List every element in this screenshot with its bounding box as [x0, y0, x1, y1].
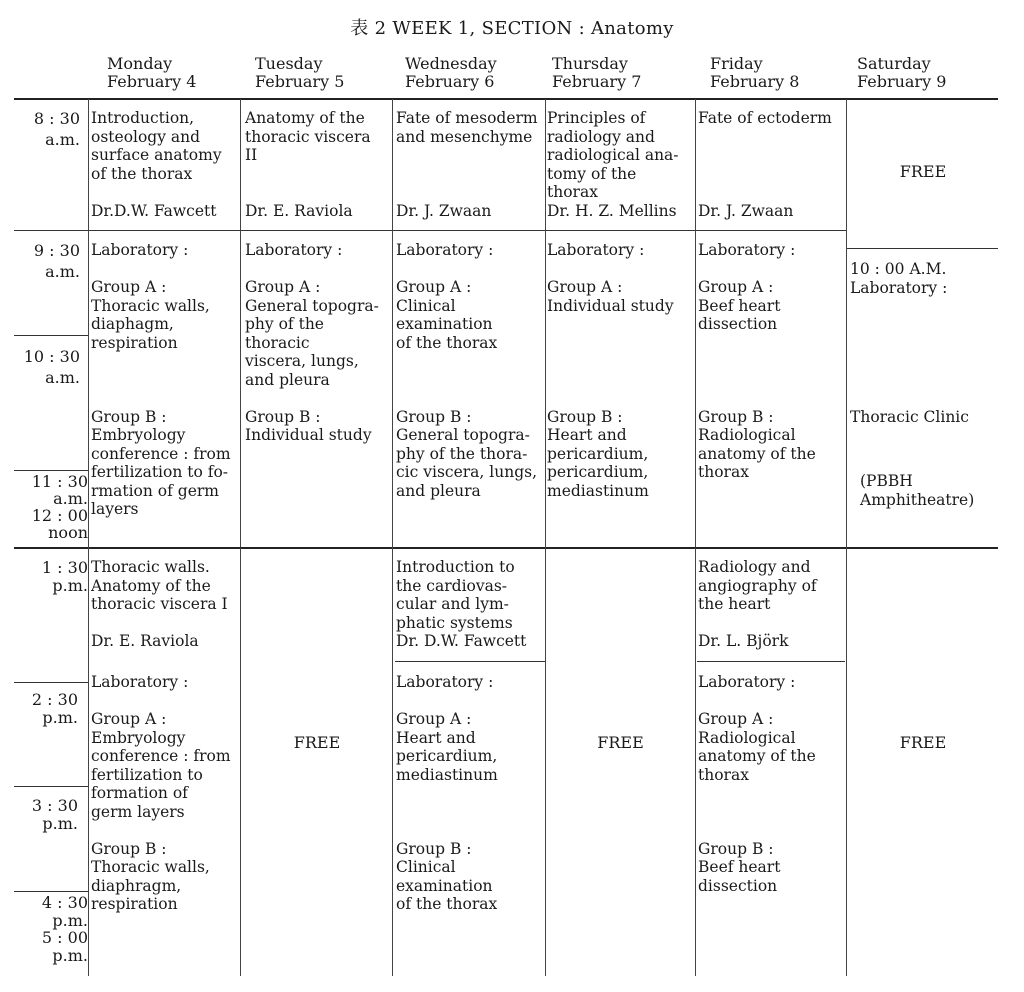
cell-mon-lab-pm: [91, 673, 231, 914]
row-rule-wed-lab: [395, 661, 545, 662]
cell-line: thorax: [698, 765, 749, 784]
cell-line: [547, 352, 674, 371]
cell-line: radiology and: [547, 127, 655, 146]
cell-line: Heart and: [547, 426, 627, 444]
cell-line: [698, 803, 816, 822]
cell-line: of the thorax: [396, 895, 498, 913]
cell-line: Thoracic Clinic: [850, 408, 969, 426]
cell-tue-lab-am: [245, 241, 379, 445]
cell-line: [91, 821, 231, 840]
free-sat-morning: FREE: [899, 162, 947, 181]
cell-line: viscera, lungs,: [245, 352, 359, 370]
cell-line: Embryology: [91, 426, 186, 444]
lecturer: Dr. J. Zwaan: [698, 201, 794, 220]
cell-line: [396, 352, 537, 371]
cell-line: examination: [396, 876, 493, 895]
cell-line: [91, 371, 231, 390]
cell-line: Group B :: [547, 407, 623, 426]
row-rule-fri-lab: [697, 661, 845, 662]
cell-line: [698, 614, 817, 633]
cell-sat-clinic: [850, 408, 969, 427]
cell-line: [91, 352, 231, 371]
cell-line: [245, 183, 371, 202]
cell-line: II: [245, 146, 258, 164]
free-sat-afternoon: FREE: [899, 733, 947, 752]
cell-line: thorax: [547, 183, 598, 201]
cell-line: [396, 821, 498, 840]
cell-line: and pleura: [396, 481, 481, 500]
cell-line: Group A :: [396, 278, 472, 296]
cell-line: [698, 165, 832, 184]
cell-line: [698, 692, 816, 711]
cell-line: Laboratory :: [91, 673, 189, 691]
cell-line: Amphitheatre): [860, 490, 975, 509]
cell-line: pericardium,: [547, 444, 649, 463]
lecturer: Dr. E. Raviola: [245, 201, 353, 220]
cell-line: [396, 183, 538, 202]
time-suffix: p.m.: [52, 576, 88, 595]
cell-line: [396, 692, 498, 711]
cell-line: Group A :: [698, 278, 774, 296]
cell-line: [547, 315, 674, 334]
cell-line: fertilization to: [91, 765, 203, 784]
time-suffix: p.m.: [52, 945, 88, 965]
lecturer: Dr. J. Zwaan: [396, 201, 492, 220]
cell-line: pericardium,: [547, 463, 649, 481]
time-value: 2 : 30: [31, 690, 78, 709]
cell-line: Principles of: [547, 109, 646, 127]
cell-line: Laboratory :: [396, 673, 494, 691]
cell-line: [396, 165, 538, 184]
cell-line: [396, 260, 537, 279]
day-header-monday: [107, 55, 196, 91]
free-tue-afternoon: FREE: [293, 733, 341, 752]
cell-line: [245, 165, 371, 184]
cell-line: [547, 389, 674, 408]
day-date: February 7: [552, 72, 642, 91]
cell-line: layers: [91, 500, 139, 518]
cell-line: Clinical: [396, 296, 456, 315]
cell-line: [396, 784, 498, 803]
cell-line: Laboratory :: [91, 241, 189, 259]
cell-line: Group B :: [698, 407, 774, 426]
cell-line: Laboratory :: [396, 241, 494, 259]
cell-line: [698, 389, 816, 408]
cell-line: and mesenchyme: [396, 127, 533, 146]
cell-line: Individual study: [245, 426, 372, 444]
cell-line: Group B :: [396, 407, 472, 426]
time-suffix: a.m.: [45, 130, 80, 149]
day-date: February 9: [857, 72, 947, 91]
cell-line: Fate of ectoderm: [698, 109, 832, 127]
time-value: 8 : 30: [33, 109, 80, 128]
cell-line: Introduction,: [91, 109, 195, 127]
cell-line: tomy of the: [547, 164, 637, 183]
cell-line: of the thorax: [91, 164, 193, 183]
cell-line: [698, 784, 816, 803]
cell-line: phy of the thora-: [396, 444, 528, 463]
cell-line: (PBBH: [860, 472, 913, 490]
time-rule-0430: [14, 891, 88, 892]
column-rule-mon-am: [240, 99, 241, 547]
cell-line: [547, 260, 674, 279]
header-rule: [14, 98, 998, 100]
cell-line: Radiological: [698, 426, 796, 444]
cell-line: Thoracic walls,: [91, 858, 210, 876]
cell-wed-lab-am: [396, 241, 537, 500]
column-rule-mon-pm: [240, 548, 241, 976]
lecturer: Dr. E. Raviola: [91, 632, 199, 650]
cell-line: and pleura: [245, 370, 330, 389]
day-header-saturday: [857, 55, 946, 91]
lecturer: Dr. L. Björk: [698, 632, 789, 650]
cell-line: anatomy of the: [698, 444, 816, 463]
cell-line: Group B :: [245, 407, 321, 426]
cell-line: Group B :: [396, 839, 472, 858]
cell-line: [698, 334, 816, 353]
cell-line: thoracic viscera: [245, 127, 371, 146]
cell-sat-lab: [850, 260, 947, 297]
cell-line: mediastinum: [547, 481, 649, 500]
cell-line: Laboratory :: [850, 278, 948, 297]
time-value: 9 : 30: [33, 241, 80, 260]
time-rule-1030: [14, 335, 88, 336]
cell-fri-lab-am: [698, 241, 816, 482]
cell-line: Laboratory :: [698, 673, 796, 691]
cell-mon-lab-am: [91, 241, 231, 519]
cell-mon-0130: [91, 558, 228, 651]
column-rule-wed: [545, 99, 546, 976]
cell-line: mediastinum: [396, 765, 498, 784]
day-header-wednesday: [405, 55, 497, 91]
time-value: 3 : 30: [31, 796, 78, 815]
day-name: Wednesday: [405, 54, 497, 73]
cell-line: Anatomy of the: [91, 576, 211, 595]
cell-line: Group B :: [91, 407, 167, 426]
lecturer: Dr. H. Z. Mellins: [547, 201, 677, 220]
cell-line: Laboratory :: [245, 241, 343, 259]
cell-line: [698, 128, 832, 147]
cell-line: cular and lym-: [396, 595, 509, 613]
cell-line: Beef heart: [698, 296, 781, 315]
day-name: Saturday: [857, 54, 931, 73]
time-suffix: a.m.: [53, 489, 88, 508]
cell-line: phy of the: [245, 315, 324, 333]
time-suffix: p.m.: [42, 814, 78, 833]
cell-line: [91, 692, 231, 711]
cell-line: [91, 614, 228, 633]
column-rule-tue: [392, 99, 393, 976]
cell-line: Radiology and: [698, 558, 811, 576]
time-value: 1 : 30: [41, 558, 88, 577]
cell-line: Heart and: [396, 728, 476, 747]
cell-line: the cardiovas-: [396, 576, 508, 595]
cell-line: Group B :: [698, 839, 774, 858]
column-rule-thu-am: [695, 99, 696, 547]
cell-line: osteology and: [91, 127, 201, 146]
table-title: 表 2 WEEK 1, SECTION : Anatomy: [350, 18, 674, 39]
day-date: February 5: [255, 72, 345, 91]
day-header-tuesday: [255, 55, 344, 91]
cell-line: anatomy of the: [698, 747, 816, 765]
cell-line: [396, 803, 498, 822]
cell-line: General topogra-: [396, 426, 530, 444]
cell-line: Group A :: [396, 710, 472, 728]
cell-line: [698, 183, 832, 202]
cell-line: [698, 260, 816, 279]
cell-line: [547, 334, 674, 353]
time-suffix: p.m.: [52, 910, 88, 930]
cell-wed-0830: [396, 109, 538, 220]
cell-tue-0830: [245, 109, 371, 220]
time-suffix: p.m.: [42, 708, 78, 727]
cell-line: Thoracic walls.: [91, 558, 210, 576]
day-date: February 6: [405, 72, 495, 91]
cell-line: Anatomy of the: [245, 109, 365, 127]
cell-line: of the thorax: [396, 333, 498, 352]
cell-line: Fate of mesoderm: [396, 109, 538, 127]
cell-sat-location: [860, 472, 974, 509]
day-name: Friday: [710, 54, 763, 73]
cell-line: dissection: [698, 315, 778, 333]
cell-line: 10 : 00 A.M.: [850, 260, 947, 278]
cell-mon-0830: [91, 109, 222, 220]
day-date: February 4: [107, 72, 197, 91]
time-0230: [10, 691, 78, 727]
cell-line: Group A :: [547, 278, 623, 296]
cell-line: rmation of germ: [91, 481, 219, 500]
time-0130: [10, 559, 88, 595]
cell-line: pericardium,: [396, 747, 498, 765]
time-rule-0230: [14, 682, 88, 683]
cell-line: the heart: [698, 595, 771, 613]
cell-line: Group A :: [91, 278, 167, 296]
cell-line: [91, 389, 231, 408]
column-rule-time: [88, 99, 89, 976]
cell-fri-0830: [698, 109, 832, 220]
cell-line: formation of: [91, 784, 188, 802]
cell-line: Thoracic walls,: [91, 296, 210, 315]
cell-thu-0830: [547, 109, 679, 220]
cell-line: thorax: [698, 463, 749, 481]
cell-line: respiration: [91, 895, 178, 913]
cell-line: thoracic: [245, 333, 310, 352]
time-0430-0500: [10, 894, 88, 964]
cell-line: phatic systems: [396, 613, 513, 632]
cell-line: Introduction to: [396, 558, 515, 576]
cell-line: [698, 371, 816, 390]
time-suffix: a.m.: [45, 368, 80, 387]
cell-line: [547, 371, 674, 390]
cell-line: Beef heart: [698, 858, 781, 876]
cell-line: diaphragm,: [91, 876, 182, 895]
cell-line: examination: [396, 315, 493, 333]
noon-rule: [14, 547, 998, 549]
day-name: Monday: [107, 54, 173, 73]
cell-line: germ layers: [91, 802, 185, 821]
cell-thu-lab-am: [547, 241, 674, 500]
cell-wed-lab-pm: [396, 673, 498, 914]
cell-wed-0130: [396, 558, 526, 651]
cell-line: conference : from: [91, 444, 231, 463]
cell-fri-lab-pm: [698, 673, 816, 895]
cell-line: diaphagm,: [91, 315, 174, 333]
cell-line: Individual study: [547, 296, 674, 315]
cell-line: [698, 146, 832, 165]
cell-line: Clinical: [396, 858, 456, 876]
cell-line: [698, 821, 816, 840]
time-suffix: noon: [48, 523, 88, 542]
time-value: 5 : 00: [41, 928, 88, 947]
lecturer: Dr.D.W. Fawcett: [91, 201, 217, 220]
cell-line: radiological ana-: [547, 146, 679, 164]
time-1130-1200: [10, 473, 88, 541]
row-rule-sat-1000: [846, 248, 998, 249]
cell-line: Group A :: [245, 278, 321, 296]
time-0830: [10, 110, 80, 149]
column-rule-fri: [846, 99, 847, 976]
cell-line: respiration: [91, 333, 178, 352]
time-value: 12 : 00: [31, 506, 88, 525]
cell-line: General topogra-: [245, 296, 379, 315]
cell-line: [245, 389, 379, 408]
column-rule-thu-pm: [695, 548, 696, 976]
cell-line: [91, 260, 231, 279]
cell-line: Group B :: [91, 839, 167, 858]
day-name: Tuesday: [255, 54, 323, 73]
time-rule-1130: [14, 470, 88, 471]
time-0930: [10, 242, 80, 281]
free-thu-afternoon: FREE: [597, 733, 644, 752]
time-1030: [10, 348, 80, 387]
cell-line: [396, 371, 537, 390]
cell-line: thoracic viscera I: [91, 595, 228, 613]
cell-line: conference : from: [91, 747, 231, 765]
cell-line: surface anatomy: [91, 146, 222, 164]
cell-line: Group A :: [91, 710, 167, 728]
cell-line: dissection: [698, 876, 778, 895]
day-name: Thursday: [552, 54, 628, 73]
cell-line: Laboratory :: [698, 241, 796, 259]
time-value: 11 : 30: [31, 472, 88, 491]
time-value: 10 : 30: [23, 347, 80, 366]
cell-line: Group A :: [698, 710, 774, 728]
time-suffix: a.m.: [45, 262, 80, 281]
row-rule-0930: [14, 230, 846, 231]
cell-line: cic viscera, lungs,: [396, 463, 537, 481]
lecturer: Dr. D.W. Fawcett: [396, 632, 527, 650]
cell-line: [91, 183, 222, 202]
cell-line: fertilization to fo-: [91, 463, 229, 481]
time-0330: [10, 797, 78, 833]
day-header-thursday: [552, 55, 641, 91]
cell-line: [396, 146, 538, 165]
cell-line: angiography of: [698, 576, 817, 595]
day-date: February 8: [710, 72, 800, 91]
time-rule-0330: [14, 786, 88, 787]
cell-line: [698, 352, 816, 371]
time-value: 4 : 30: [41, 893, 88, 912]
cell-line: Laboratory :: [547, 241, 645, 259]
day-header-friday: [710, 55, 799, 91]
cell-line: Radiological: [698, 728, 796, 747]
cell-line: [245, 260, 379, 279]
cell-fri-0130: [698, 558, 817, 651]
cell-line: [396, 389, 537, 408]
cell-line: Embryology: [91, 728, 186, 747]
